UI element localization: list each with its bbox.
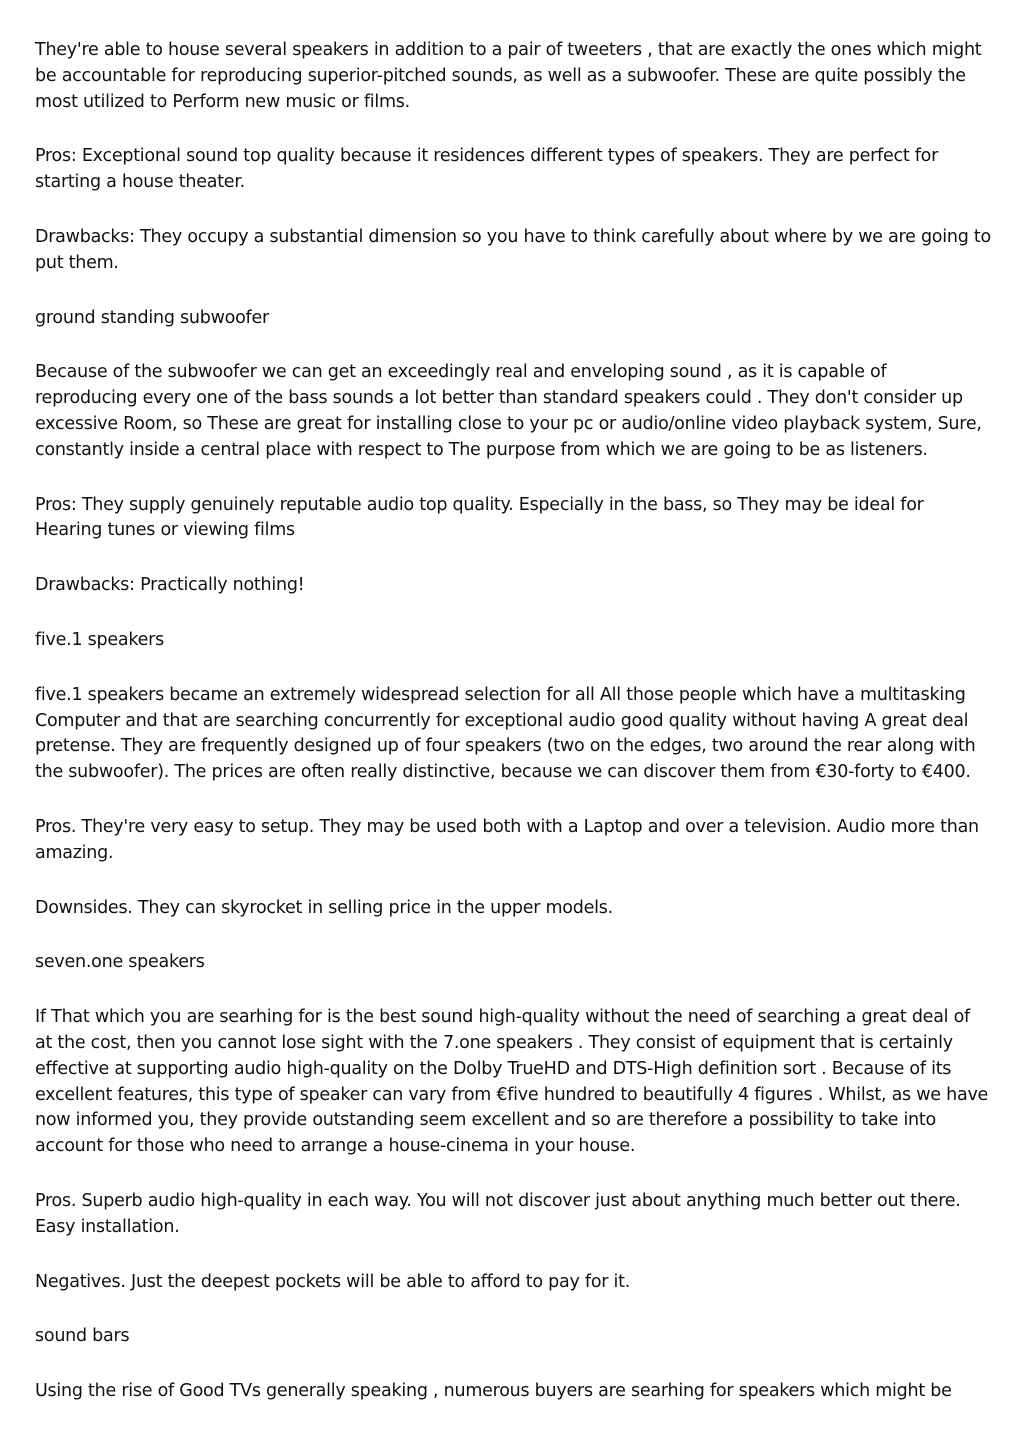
document-page xyxy=(35,38,991,1434)
paragraph-downsides-five-one: Downsides. They can skyrocket in selling price in the upper models. xyxy=(35,897,613,918)
paragraph-pros-subwoofer: Pros: They supply genuinely reputable audio top quality. Especially in the bass, so They may be ideal for Hearing tunes or viewing films xyxy=(35,494,924,541)
paragraph-subwoofer-description: Because of the subwoofer we can get an exceedingly real and enveloping sound , as it is capable of reproducing every one of the bass sounds a lot better than standard speakers could . They don't consider up excessive Room, so These are great for installing close to your pc or audio/online video playback system, Sure, constantly inside a central place with respect to The purpose from which we are going to be as listeners. xyxy=(35,362,982,460)
paragraph-speaker-intro: They're able to house several speakers in addition to a pair of tweeters , that are exactly the ones which might be accountable for reproducing superior-pitched sounds, as well as a subwoofer. These are quite possibly the most utilized to Perform new music or films. xyxy=(35,40,982,112)
paragraph-pros-seven-one: Pros. Superb audio high-quality in each way. You will not discover just about anything much better out there. Easy installation. xyxy=(35,1190,961,1237)
paragraph-negatives-seven-one: Negatives. Just the deepest pockets will be able to afford to pay for it. xyxy=(35,1271,631,1292)
heading-seven-one-speakers: seven.one speakers xyxy=(35,952,205,973)
heading-five-one-speakers: five.1 speakers xyxy=(35,629,164,650)
paragraph-sound-bars-intro: Using the rise of Good TVs generally speaking , numerous buyers are searhing for speakers which might be xyxy=(35,1381,952,1402)
paragraph-drawbacks-multi-speaker: Drawbacks: They occupy a substantial dimension so you have to think carefully about where by we are going to put them. xyxy=(35,226,991,273)
paragraph-seven-one-description: If That which you are searhing for is the best sound high-quality without the need of searching a great deal of at the cost, then you cannot lose sight with the 7.one speakers . They consist of equipment that is certainly effective at supporting audio high-quality on the Dolby TrueHD and DTS-High definition sort . Because of its excellent features, this type of speaker can vary from €five hundred to beautifully 4 figures . Whilst, as we have now informed you, they provide outstanding seem excellent and so are therefore a possibility to take into account for those who need to arrange a house-cinema in your house. xyxy=(35,1007,989,1157)
paragraph-five-one-description: five.1 speakers became an extremely widespread selection for all All those people which have a multitasking Computer and that are searching concurrently for exceptional audio good quality without having A great deal pretense. They are frequently designed up of four speakers (two on the edges, two around the rear along with the subwoofer). The prices are often really distinctive, because we can discover them from €30-forty to €400. xyxy=(35,684,976,783)
paragraph-pros-multi-speaker: Pros: Exceptional sound top quality because it residences different types of speakers. They are perfect for starting a house theater. xyxy=(35,146,939,193)
paragraph-pros-five-one: Pros. They're very easy to setup. They may be used both with a Laptop and over a television. Audio more than amazing. xyxy=(35,816,979,863)
paragraph-drawbacks-subwoofer: Drawbacks: Practically nothing! xyxy=(35,575,305,596)
heading-sound-bars: sound bars xyxy=(35,1326,130,1347)
heading-ground-standing-subwoofer: ground standing subwoofer xyxy=(35,307,269,328)
